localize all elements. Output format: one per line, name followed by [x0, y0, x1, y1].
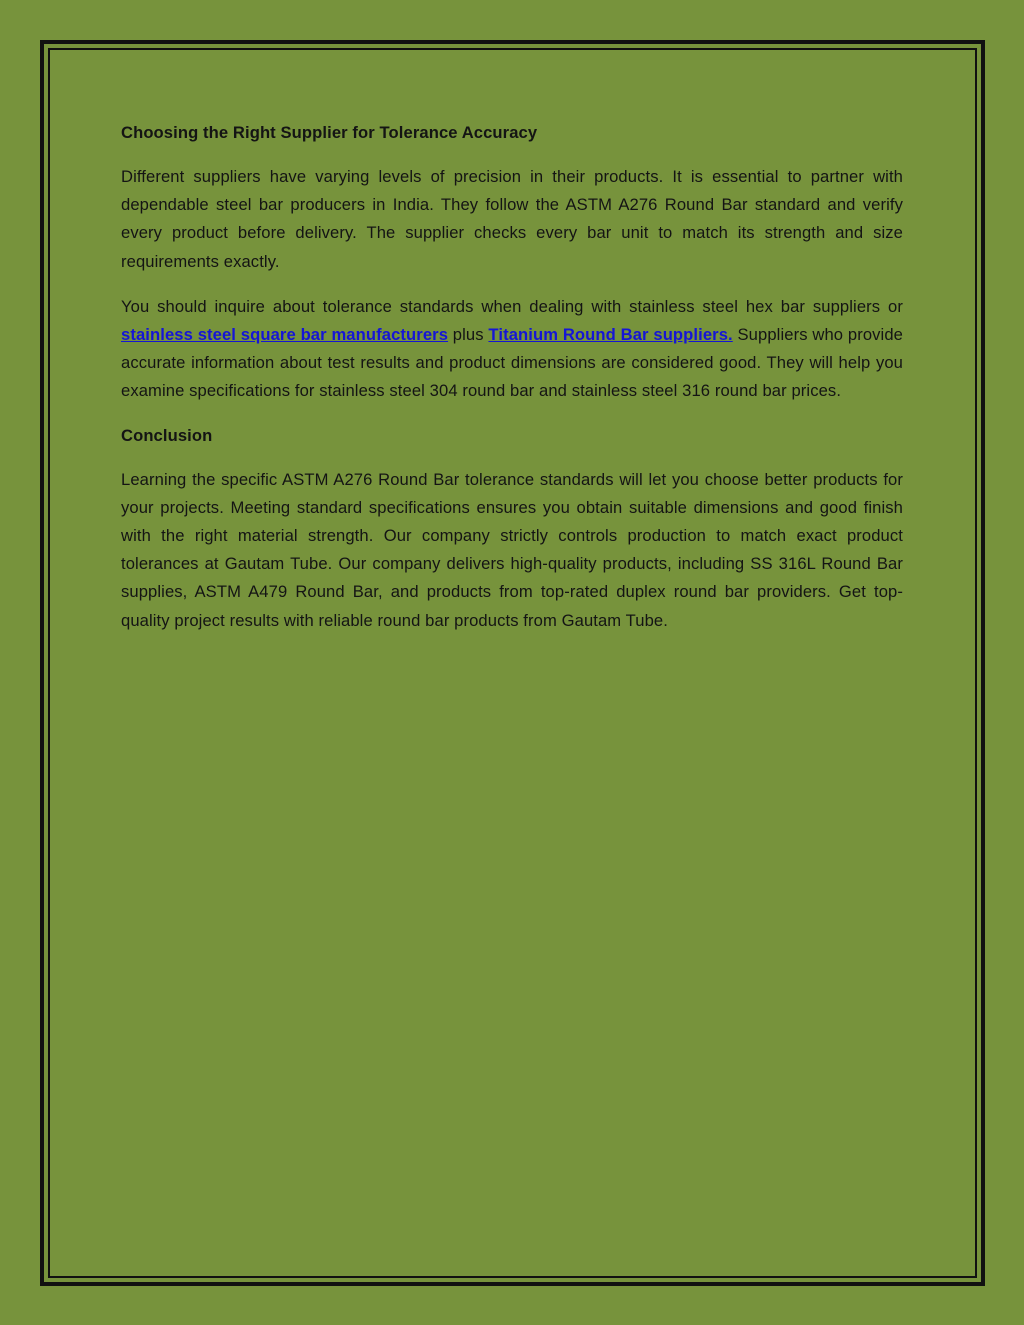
- paragraph-text-before: You should inquire about tolerance standards when dealing with stainless steel hex bar suppliers or: [121, 296, 903, 316]
- paragraph-text-after: Suppliers who provide accurate information about test results and product dimensions are considered good. They will help you examine specifications for stainless steel 304 round bar and stainless steel 316 round bar prices.: [121, 325, 903, 401]
- link-titanium-round-bar-suppliers[interactable]: Titanium Round Bar suppliers.: [488, 325, 733, 345]
- link-stainless-steel-square-bar-manufacturers[interactable]: stainless steel square bar manufacturers: [121, 325, 449, 345]
- conclusion-heading: Conclusion: [121, 425, 213, 445]
- paragraph-conclusion: Learning the specific ASTM A276 Round Bar tolerance standards will let you choose better products for your projects. Meeting standard specifications ensures you obtain suitable dimensions and good finish with the right material strength. Our company strictly controls production to match exact product tolerances at Gautam Tube. Our company delivers high-quality products, including SS 316L Round Bar supplies, ASTM A479 Round Bar, and products from top-rated duplex round bar providers. Get top-quality project results with reliable round bar products from Gautam Tube.: [121, 469, 903, 630]
- document-body: [121, 120, 903, 652]
- section-heading: Choosing the Right Supplier for Tolerance Accuracy: [121, 123, 538, 142]
- paragraph-tolerance-inquiry: [121, 293, 903, 406]
- paragraph-text-middle: plus: [448, 325, 489, 345]
- paragraph-supplier-precision: Different suppliers have varying levels of precision in their products. It is essential to partner with dependable steel bar producers in India. They follow the ASTM A276 Round Bar standard and verify every product before delivery. The supplier checks every bar unit to match its strength and size requirements exactly.: [121, 167, 903, 271]
